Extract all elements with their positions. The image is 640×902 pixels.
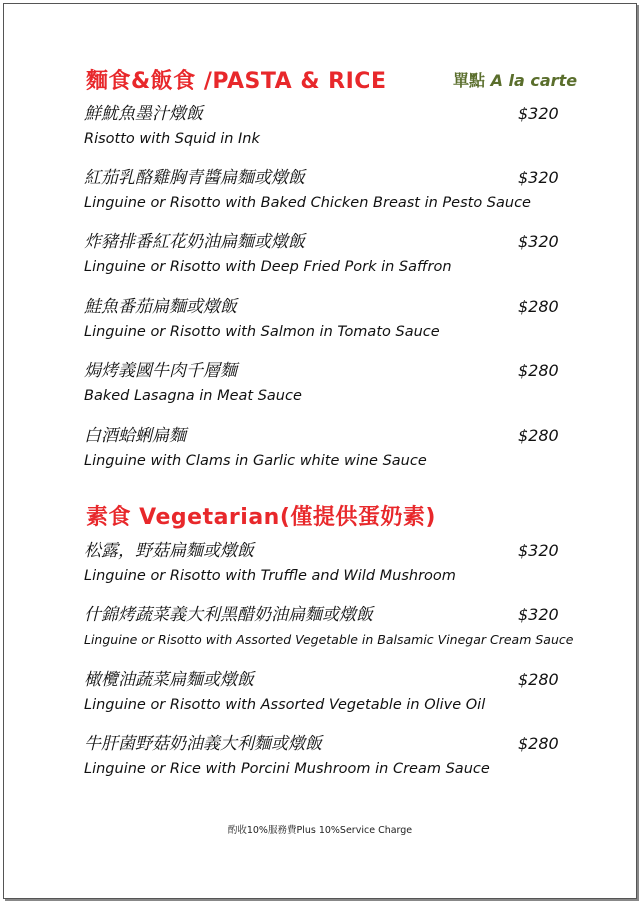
item-price: $280 <box>518 734 559 753</box>
item-name-en: Risotto with Squid in Ink <box>84 131 260 147</box>
menu-item <box>84 104 564 148</box>
menu-item <box>84 232 564 276</box>
item-name-zh: 鮭魚番茄扁麵或燉飯 <box>84 297 237 317</box>
item-price: $280 <box>518 297 559 316</box>
service-charge-note: 酌收10%服務費Plus 10%Service Charge <box>227 825 413 836</box>
menu-item <box>84 605 574 649</box>
item-name-zh: 橄欖油蔬菜扁麵或燉飯 <box>84 670 254 690</box>
item-name-en: Linguine or Risotto with Baked Chicken Breast in Pesto Sauce <box>84 195 531 211</box>
section-title-pasta: 麵食&飯食 /PASTA & RICE <box>86 69 387 94</box>
item-name-zh: 炸豬排番紅花奶油扁麵或燉飯 <box>84 232 305 252</box>
item-name-en: Linguine or Risotto with Assorted Vegetable in Olive Oil <box>84 697 486 713</box>
item-name-zh: 松露，野菇扁麵或燉飯 <box>84 541 254 561</box>
menu-item <box>84 361 564 405</box>
menu-item <box>84 297 564 341</box>
menu-item <box>84 734 564 778</box>
item-name-en: Linguine or Risotto with Deep Fried Pork in Saffron <box>84 259 452 275</box>
item-price: $280 <box>518 670 559 689</box>
item-name-zh: 鮮魷魚墨汁燉飯 <box>84 104 203 124</box>
item-price: $320 <box>518 605 559 624</box>
menu-item <box>84 541 564 585</box>
item-name-en: Linguine or Risotto with Salmon in Tomato Sauce <box>84 324 440 340</box>
item-price: $280 <box>518 361 559 380</box>
item-name-zh: 牛肝菌野菇奶油義大利麵或燉飯 <box>84 734 322 754</box>
menu-item <box>84 168 564 212</box>
item-name-zh: 焗烤義國牛肉千層麵 <box>84 361 237 381</box>
item-name-en: Linguine or Risotto with Assorted Vegetable in Balsamic Vinegar Cream Sauce <box>84 632 574 647</box>
item-name-zh: 什錦烤蔬菜義大利黑醋奶油扁麵或燉飯 <box>84 605 373 625</box>
section-title-vegetarian: 素食 Vegetarian(僅提供蛋奶素) <box>86 505 436 530</box>
subtitle-en: A la carte <box>490 71 578 90</box>
item-name-zh: 紅茄乳酪雞胸青醬扁麵或燉飯 <box>84 168 305 188</box>
menu-item <box>84 426 564 470</box>
item-name-en: Linguine or Rice with Porcini Mushroom in Cream Sauce <box>84 761 490 777</box>
item-price: $320 <box>518 541 559 560</box>
item-price: $320 <box>518 168 559 187</box>
section-subtitle-a-la-carte <box>453 68 577 91</box>
subtitle-zh: 單點 <box>453 71 486 90</box>
item-name-en: Baked Lasagna in Meat Sauce <box>84 388 302 404</box>
item-price: $320 <box>518 232 559 251</box>
item-name-en: Linguine or Risotto with Truffle and Wild Mushroom <box>84 568 456 584</box>
item-name-en: Linguine with Clams in Garlic white wine Sauce <box>84 453 427 469</box>
item-price: $320 <box>518 104 559 123</box>
menu-item <box>84 670 564 714</box>
item-name-zh: 白酒蛤蜊扁麵 <box>84 426 186 446</box>
item-price: $280 <box>518 426 559 445</box>
